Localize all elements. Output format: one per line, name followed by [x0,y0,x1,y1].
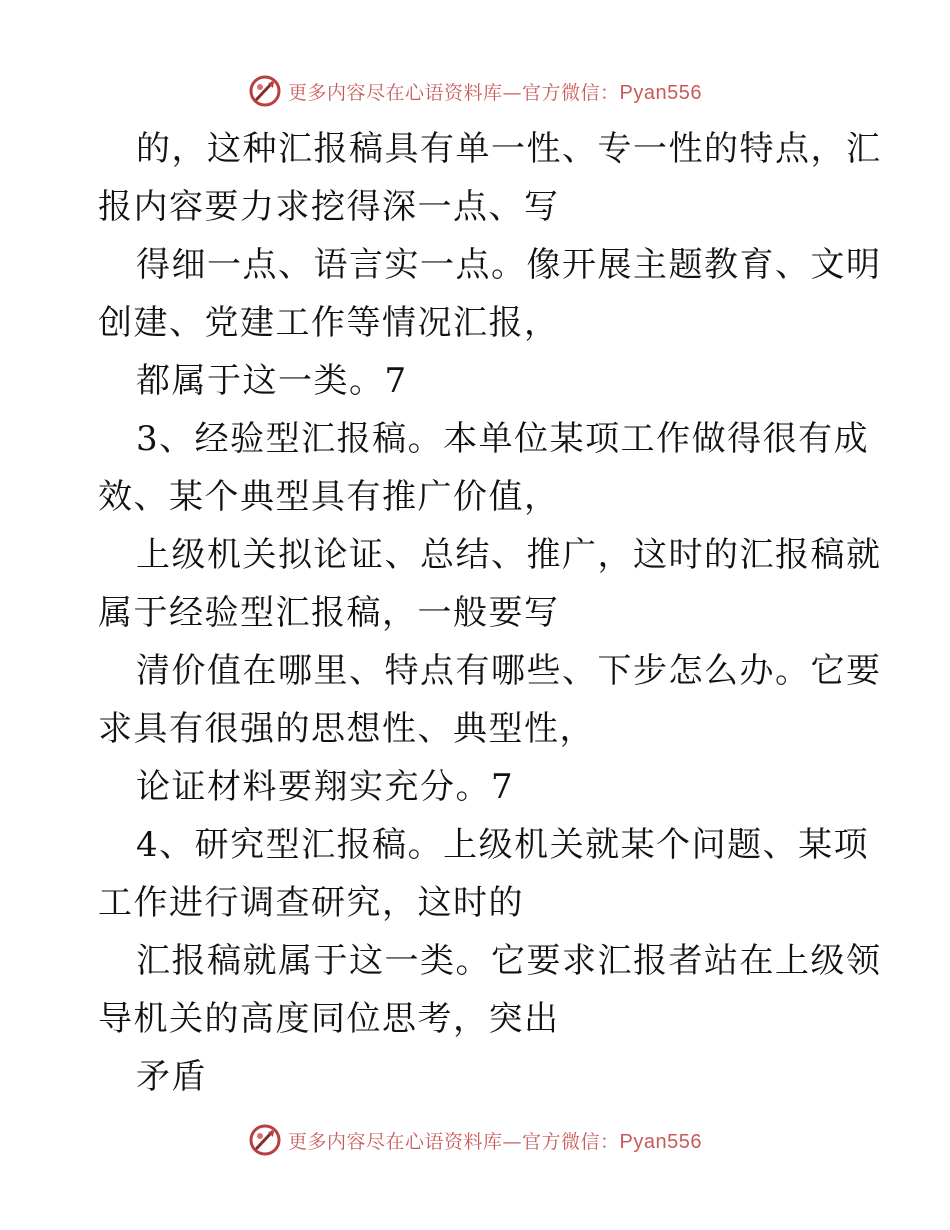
body-line: 求具有很强的思想性、典型性， [98,709,595,749]
logo-icon [248,1123,282,1157]
footer-banner-label: 更多内容尽在心语资料库—官方微信： [288,1130,620,1153]
body-line: 属于经验型汇报稿，一般要写 [98,593,560,633]
document-body [98,120,882,1106]
header-banner-label: 更多内容尽在心语资料库—官方微信： [288,81,620,104]
body-line: 汇报稿就属于这一类。它要求汇报者站在上级领 [136,941,882,981]
body-line: 效、某个典型具有推广价值， [98,477,560,517]
body-line: 的，这种汇报稿具有单一性、专一性的特点，汇 [136,129,882,169]
body-line: 上级机关拟论证、总结、推广，这时的汇报稿就 [136,535,882,575]
body-line: 3、经验型汇报稿。本单位某项工作做得很有成 [136,419,870,459]
body-line: 得细一点、语言实一点。像开展主题教育、文明 [136,245,882,285]
footer-banner-text [288,1127,702,1154]
logo-icon [248,74,282,108]
body-line: 清价值在哪里、特点有哪些、下步怎么办。它要 [136,651,882,691]
footer-banner [0,1120,950,1160]
body-line: 创建、党建工作等情况汇报， [98,303,560,343]
body-line: 报内容要力求挖得深一点、写 [98,187,560,227]
footer-wechat-id: Pyan556 [619,1130,702,1153]
header-wechat-id: Pyan556 [619,81,702,104]
body-line: 4、研究型汇报稿。上级机关就某个问题、某项 [136,825,870,865]
body-line: 工作进行调查研究，这时的 [98,883,524,923]
body-line: 矛盾 [136,1057,207,1097]
header-banner-text [288,78,702,105]
header-banner [0,71,950,111]
body-line: 导机关的高度同位思考，突出 [98,999,560,1039]
body-line: 都属于这一类。7 [136,361,408,401]
body-line: 论证材料要翔实充分。7 [136,767,515,807]
